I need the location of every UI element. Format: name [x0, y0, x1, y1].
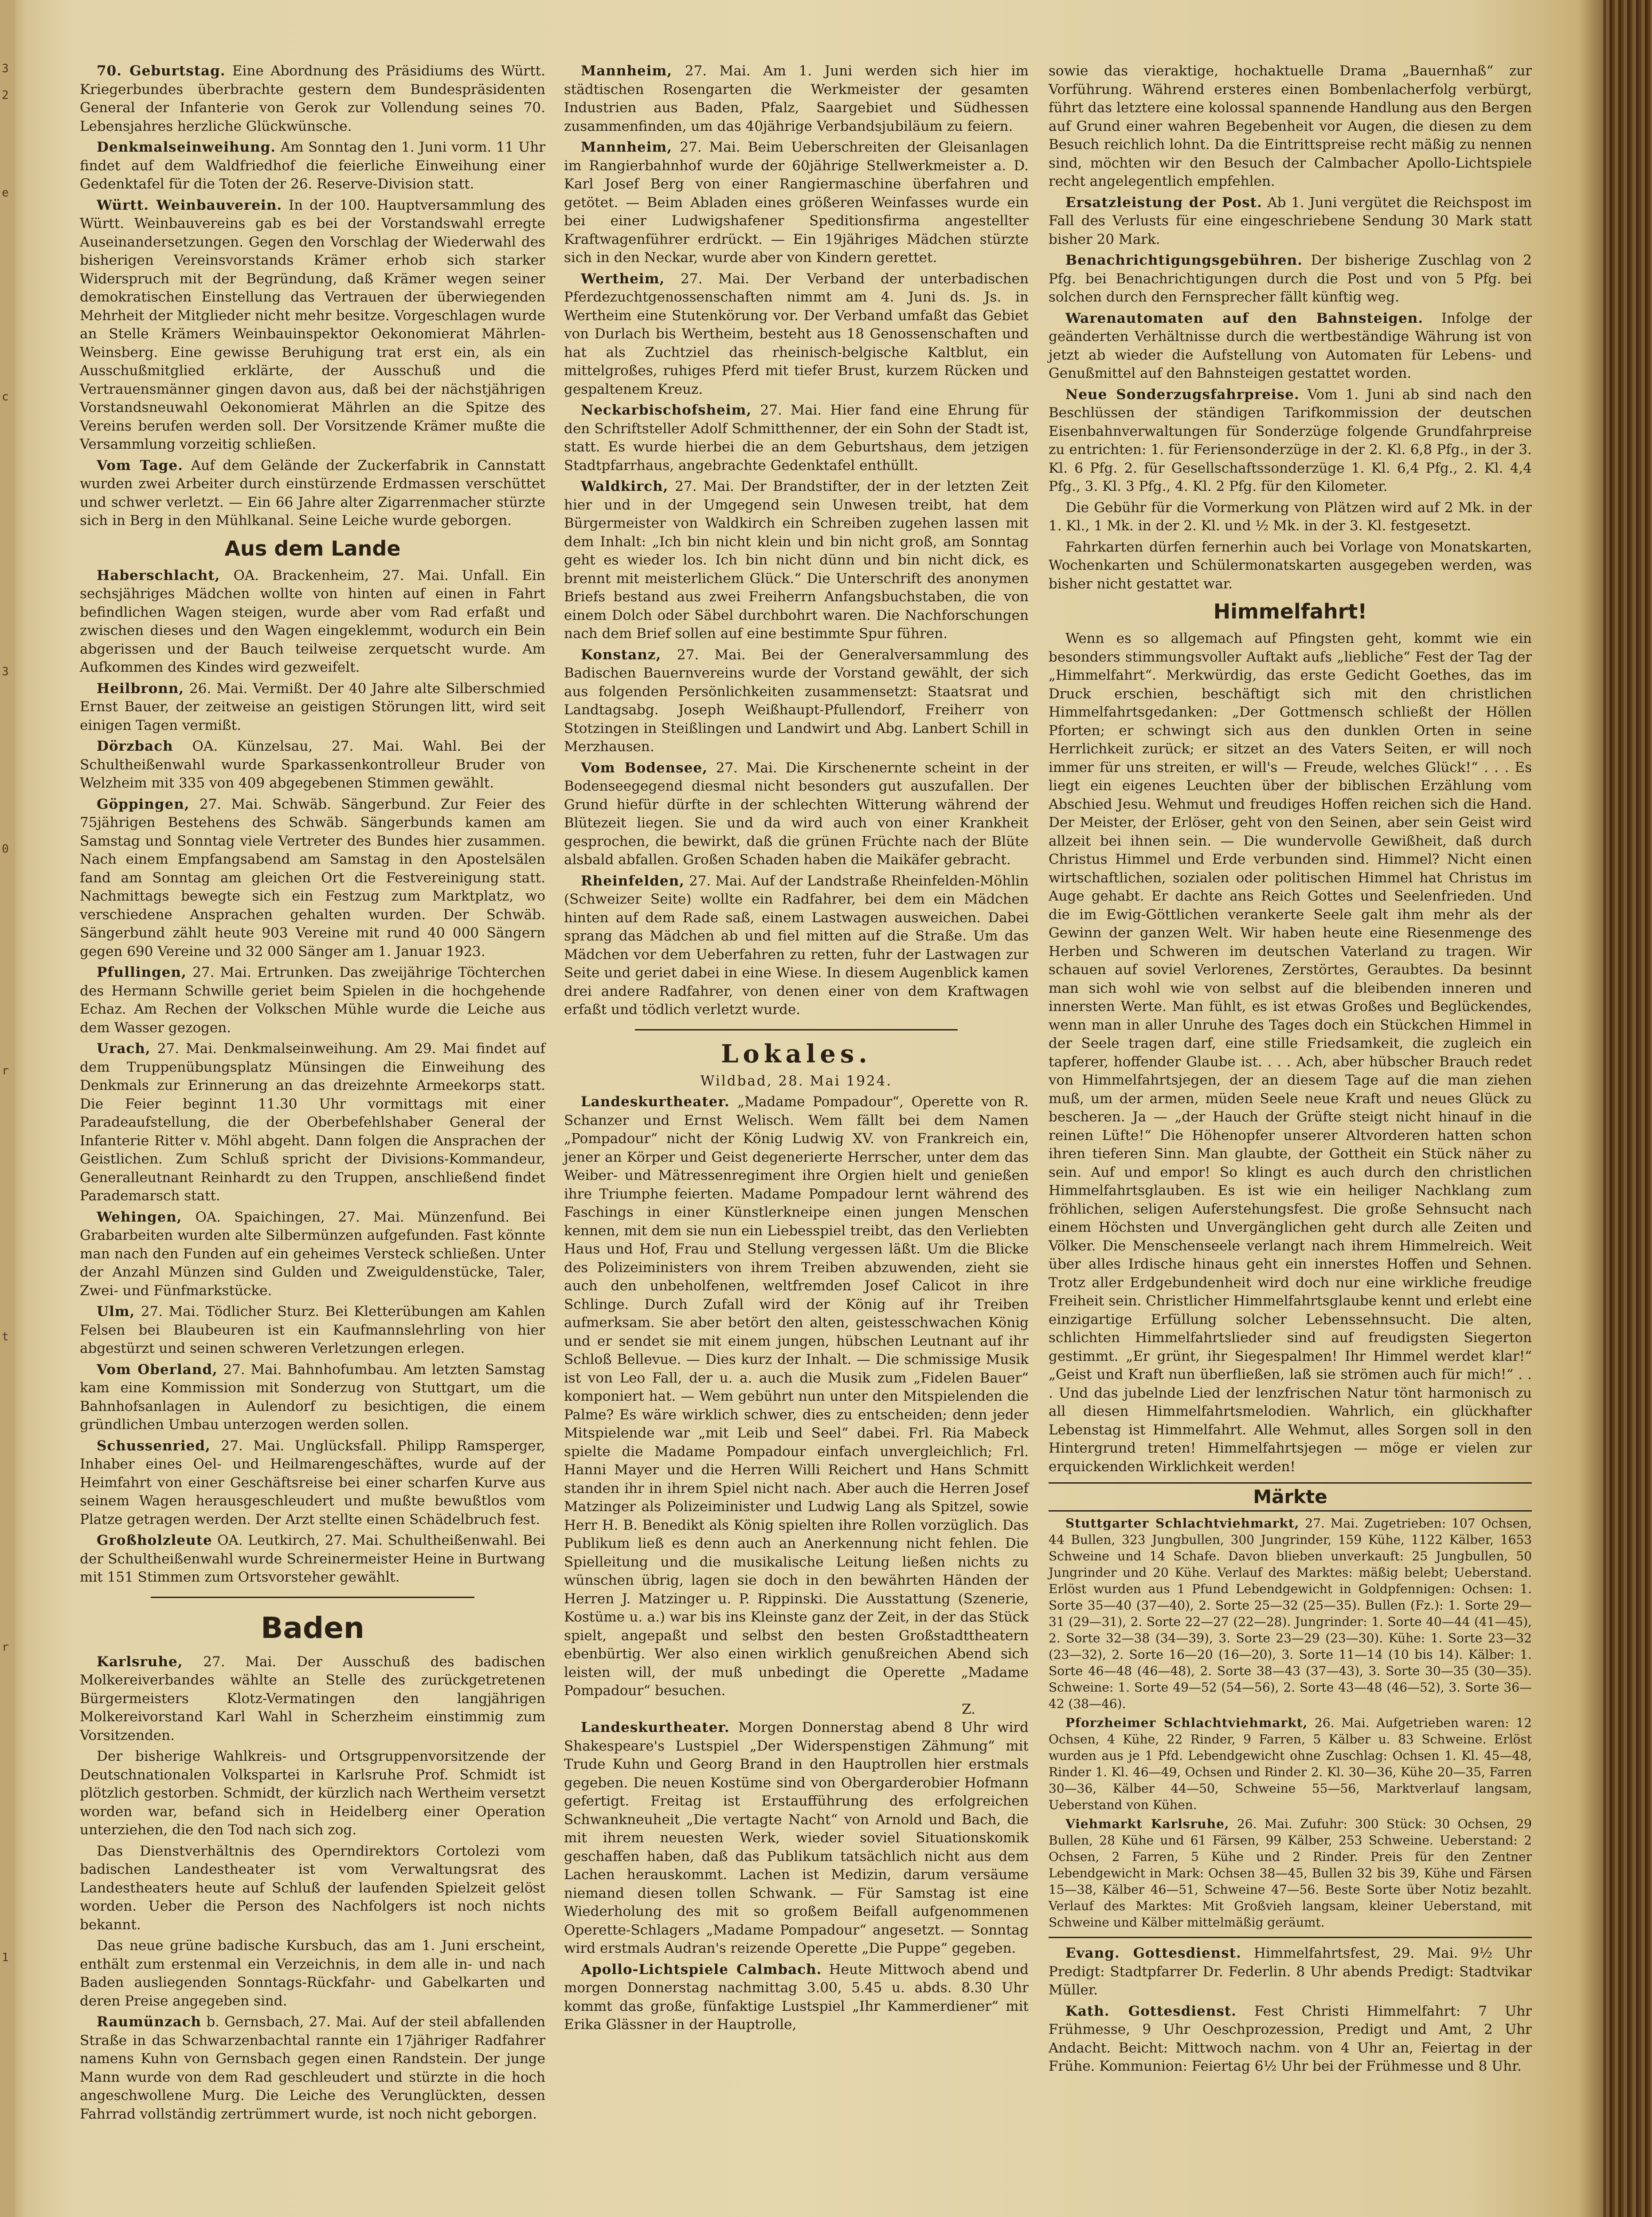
article	[80, 138, 545, 194]
article-text: OA. Brackenheim, 27. Mai. Unfall. Ein sechsjähriges Mädchen wollte von hinten auf einen in Fahrt befindlichen Wagen steigen, wurde aber vom Rad erfaßt und zwischen dieses und den Wagen eingeklemmt, wodurch ein Bein abgerissen und der Bauch teilweise zerquetscht wurde. Am Aufkommen des Kindes wird gezweifelt.	[80, 567, 545, 675]
article-text: 27. Mai. Der Verband der unterbadischen Pferdezuchtgenossenschaften nimmt am 4. Juni ds. Js. in Wertheim eine Stutenkörung vor. Der Verband umfaßt das Gebiet von Durlach bis Wertheim, besteht aus 18 Genossenschaften und hat als Zuchtziel das rheinisch-belgische Kaltblut, ein mittelgroßes, ruhiges Pferd mit tiefer Brust, kurzem Rücken und gespaltenem Kreuz.	[564, 270, 1029, 397]
article	[1049, 1715, 1532, 1813]
article-text: Infolge der geänderten Verhältnisse durch die wertbeständige Währung ist von jetzt ab wieder die Aufstellung von Automaten für Lebens- und Genußmittel auf den Bahnsteigen gestattet worden.	[1049, 310, 1532, 381]
article-text: Das neue grüne badische Kursbuch, das am 1. Juni erscheint, enthält zum erstenmal ein Verzeichnis, in dem alle in- und nach Baden ausliegenden Sonntags-Rückfahr- und Gabelkarten und deren Preise angegeben sind.	[80, 1938, 545, 2009]
article	[564, 759, 1029, 870]
article	[1049, 499, 1532, 536]
article-text: Die Gebühr für die Vormerkung von Plätzen wird auf 2 Mk. in der 1. Kl., 1 Mk. in der 2. Kl. und ½ Mk. in der 3. Kl. festgesetzt.	[1049, 499, 1532, 534]
article-title: Dörzbach	[97, 738, 173, 754]
article-text: 27. Mai. Beim Ueberschreiten der Gleisanlagen im Rangierbahnhof wurde der 60jährige Stellwerkmeister a. D. Karl Josef Berg von einer Rangiermaschine überfahren und getötet. — Beim Abladen eines größeren Weinfasses wurde ein bei einer Ludwigshafener Speditionsfirma angestellter Kraftwagenführer erdrückt. — Ein 19jähriges Mädchen stürzte sich in den Neckar, wurde aber von Kindern gerettet.	[564, 139, 1029, 266]
section-heading-lokales: Lokales.	[721, 1039, 872, 1069]
article	[564, 872, 1029, 1019]
margin-mark: 3	[2, 665, 9, 678]
article-text: 26. Mai. Vermißt. Der 40 Jahre alte Silberschmied Ernst Bauer, der zeitweise an geistigen Störungen litt, wird seit einigen Tagen vermißt.	[80, 680, 545, 733]
margin-mark: r	[2, 1641, 9, 1654]
article-text: Morgen Donnerstag abend 8 Uhr wird Shakespeare's Lustspiel „Der Widerspenstigen Zähmung“ mit Trude Kuhn und Georg Brand in den Hauptrollen hier erstmals gegeben. Die neuen Kostüme sind von Obergarderobier Hofmann gefertigt. Freitag ist Erstaufführung des erfolgreichen Schwankneuheit „Die vertagte Nacht“ von Arnold und Bach, die mit ihrem neuesten Werk, wieder soviel Situationskomik geschaffen haben, daß das Publikum tatsächlich nicht aus dem Lachen herauskommt. Lachen ist Medizin, darum versäume niemand diesen tollen Schwank. — Für Samstag ist eine Wiederholung des mit so großem Beifall aufgenommenen Operette-Schlagers „Madame Pompadour“ angesetzt. — Sonntag wird erstmals Audran's reizende Operette „Die Puppe“ gegeben.	[564, 1720, 1029, 1956]
article-text: Auf dem Gelände der Zuckerfabrik in Cannstatt wurden zwei Arbeiter durch einstürzende Erdmassen verschüttet und schwer verletzt. — Ein 66 Jahre alter Zigarrenmacher stürzte sich in Berg in den Mühlkanal. Seine Leiche wurde geborgen.	[80, 457, 545, 529]
article-text: 26. Mai. Zufuhr: 300 Stück: 30 Ochsen, 29 Bullen, 28 Kühe und 61 Färsen, 99 Kälber, 253 Schweine. Ueberstand: 2 Ochsen, 2 Farren, 5 Kühe und 2 Rinder. Preis für den Zentner Lebendgewicht in Mark: Ochsen 38—45, Bullen 32 bis 39, Kühe und Färsen 15—38, Kälber 46—51, Schweine 47—56. Beste Sorte über Notiz bezahlt. Verlauf des Marktes: Mit Großvieh langsam, kleiner Ueberstand, mit Schweine und Kälber mittelmäßig geräumt.	[1049, 1817, 1532, 1930]
divider	[151, 1597, 474, 1598]
article	[80, 1653, 545, 1745]
article-title: Haberschlacht,	[97, 567, 220, 584]
author-signoff: Z.	[962, 1701, 975, 1717]
article-text: 27. Mai. Tödlicher Sturz. Bei Kletterübungen am Kahlen Felsen bei Blaubeuren ist ein Kaufmannslehrling von hier abgestürzt und seinen schweren Verletzungen erlegen.	[80, 1304, 546, 1356]
column-2	[564, 62, 1029, 2037]
article-title: Kath. Gottesdienst.	[1065, 2003, 1237, 2019]
article-text: 27. Mai. Die Kirschenernte scheint in der Bodenseegegend diesmal nicht besonders gut auszufallen. Der Grund hiefür dürfte in der schlechten Witterung während der Blütezeit liegen. Sie und da wird auch von einer Krankheit gesprochen, die bewirkt, daß die grünen Früchte nach der Blüte alsbald abfallen. Großen Schaden haben die Maikäfer gebracht.	[564, 760, 1029, 868]
article-title: Waldkirch,	[581, 478, 669, 494]
article	[80, 1361, 545, 1434]
article	[80, 1842, 545, 1935]
section-heading-markte: Märkte	[1049, 1482, 1532, 1512]
article-text: 27. Mai. Bahnhofumbau. Am letzten Samstag kam eine Kommission mit Sonderzug von Stuttgart, um die Bahnhofsanlagen in Aulendorf zu besichtigen, die einem gründlichen Umbau unterzogen werden sollen.	[80, 1361, 545, 1433]
article-title: Wehingen,	[97, 1209, 182, 1225]
article	[80, 457, 545, 530]
article-title: Evang. Gottesdienst.	[1065, 1945, 1241, 1961]
article-text: 27. Mai. Zugetrieben: 107 Ochsen, 44 Bullen, 323 Jungbullen, 300 Jungrinder, 159 Kühe, 1122 Kälber, 1653 Schweine und 14 Schafe. Davon blieben unverkauft: 25 Jungbullen, 50 Jungrinder und 20 Kühe. Verlauf des Marktes: mäßig belebt; Ueberstand. Erlöst wurden aus 1 Pfund Lebendgewicht in Goldpfennigen: Ochsen: 1. Sorte 35—40 (37—40), 2. Sorte 25—32 (25—35). Bullen (Fz.): 1. Sorte 29—31 (29—31), 2. Sorte 22—27 (22—28). Jungrinder: 1. Sorte 40—44 (41—45), 2. Sorte 32—38 (34—39), 3. Sorte 23—29 (23—30). Kühe: 1. Sorte 23—32 (23—32), 2. Sorte 16—20 (16—20), 3. Sorte 11—14 (10 bis 14). Kälber: 1. Sorte 46—48 (46—48), 2. Sorte 38—43 (37—43), 3. Sorte 30—35 (30—35). Schweine: 1. Sorte 49—52 (54—56), 2. Sorte 43—48 (46—52), 3. Sorte 36—42 (38—46).	[1049, 1516, 1532, 1711]
article-text: Eine Abordnung des Präsidiums des Württ. Kriegerbundes überbrachte gestern dem Bundespräsidenten General der Infanterie von Gerok zur Vollendung seines 70. Lebensjahres herzliche Glückwünsche.	[80, 63, 545, 134]
margin-mark: 3	[2, 62, 9, 75]
article	[564, 270, 1029, 399]
article-text: Wenn es so allgemach auf Pfingsten geht, kommt wie ein besonders stimmungsvoller Auftakt aufs „liebliche“ Fest der Tag der „Himmelfahrt“. Merkwürdig, das erste Gedicht Goethes, das im Druck erschien, beschäftigt sich mit den christlichen Himmelfahrtsgedanken: „Der Gottmensch schließt der Höllen Pforten; er schwingt sich aus den dunklen Orten in seine Herrlichkeit zurück; er sitzet an des Vaters Seiten, er will noch immer für uns streiten, er will's — Freude, welches Glück!“ . . . Es liegt ein eigenes Leuchten über der biblischen Erzählung vom Abschied Jesu. Wehmut und freudiges Hoffen reichen sich die Hand. Der Meister, der Erlöser, geht von den Seinen, aber sein Geist wird allzeit bei ihnen sein. — Die wundervolle Gewißheit, daß durch Christus Himmel und Erde verbunden sind. Himmel? Nicht einen wirtschaftlichen, sozialen oder politischen Himmel hat Christus im Auge gehabt. Er dachte ans Reich Gottes und Seelenfrieden. Und die im Ewig-Göttlichen verankerte Seele galt ihm mehr als der Gewinn der ganzen Welt. Wir haben heute eine Riesenmenge des Herben und Schweren im deutschen Vaterland zu tragen. Wir schauen auf soviel Verlorenes, Zerstörtes, Geraubtes. Da besinnt man sich wohl wie von selbst auf die bleibenden inneren und innersten Werte. Man fühlt, es ist etwas Großes und Beglückendes, wenn man in aller Unruhe des Tages doch ein Stückchen Himmel in der Seele tragen darf, eine stille Friedsamkeit, die zugleich ein tapferer, hoffender Glaube ist. . . . Ach, aber hübscher Brauch redet von Himmelfahrtsjegen, der an diesem Tage auf die man ziehen muß, um der armen, müden Seele neue Kraft und neues Glück zu bescheren. Ja — „der Hauch der Grüfte steigt nicht hinauf in die reinen Lüfte!“ Die Höhenopfer unserer Altvorderen hatten schon ihren tieferen Sinn. Man glaubte, der Gottheit ein Stück näher zu sein. Auf und empor! So klingt es auch durch den christlichen Himmelfahrtsglauben. Es ist wie ein heiliger Nachklang zum fröhlichen, seligen Auferstehungsfest. Die große Sehnsucht nach einem Höchsten und Unvergänglichen geht durch alle Zeiten und Völker. Die Menschenseele verlangt nach ihrem Himmelreich. Weit über alles Irdische hinaus geht ein innerstes Hoffen und Sehnen. Trotz aller Erdgebundenheit wird doch nur eine wirkliche freudige Freiheit sein. Christlicher Himmelfahrtsglaube kennt und erlebt eine einzigartige Erfüllung solcher Lebenssehnsucht. Die alten, schlichten Himmelfahrtslieder sind auf freudigsten Siegerton gestimmt. „Er grünt, ihr Siegespalmen! Ihr Himmel werdet klar!“ „Geist und Kraft nun überfließen, laß sie strömen auch für mich!“ . . . Und das jubelnde Lied der lenzfrischen Natur tönt harmonisch zu all diesen Himmelfahrtsmelodien. Wahrlich, ein glückhafter Lebenstag ist Himmelfahrt. Alle Wehmut, alles Sorgen soll in den Hintergrund treten! Himmelfahrtsjegen — möge er vielen zur erquickenden Wirklichkeit werden!	[1049, 631, 1532, 1475]
article	[1049, 251, 1532, 307]
article-text: „Madame Pompadour“, Operette von R. Schanzer und Ernst Welisch. Wem fällt bei dem Namen „Pompadour“ nicht der König Ludwig XV. von Frankreich ein, jener an Körper und Geist degenerierte Herrscher, unter dem das Weiber- und Mätressenregiment ihre Orgien hielt und genießen ihre Triumphe feierten. Madame Pompadour lernt während des Faschings in einer Künstlerkneipe einen jungen Menschen kennen, mit dem sie nun ein Liebesspiel treibt, das den Verliebten Haus und Hof, Frau und Stellung vergessen läßt. Um die Blicke des Polizeiministers von ihrem Treiben abzuwenden, zieht sie auch den unbeholfenen, weltfremden Josef Calicot in ihre Schlinge. Durch Zufall wird der König auf ihr Treiben aufmerksam. Sie aber betört den alten, geistesschwachen König und er sendet sie mit einem jungen, hübschen Leutnant auf ihr Schloß Bellevue. — Dies kurz der Inhalt. — Die schmissige Musik ist von Leo Fall, der u. a. auch die Musik zum „Fidelen Bauer“ komponiert hat. — Wem gebührt nun unter den Mitspielenden die Palme? Es wäre wirklich schwer, dies zu entscheiden; denn jeder Mitspielende war „mit Leib und Seel“ dabei. Frl. Ria Mabeck spielte die Madame Pompadour einfach unvergleichlich; Frl. Hanni Mayer und die Herren Willi Reichert und Hans Schmitt standen ihr in ihrem Spiel nicht nach. Aber auch die Herren Josef Matzinger als Polizeiminister und Ludwig Lang als Spitzel, sowie Herr H. B. Benedikt als König spielten ihre Rollen vorzüglich. Das Publikum ließ es denn auch an Anerkennung nicht fehlen. Die Spielleitung und die musikalische Leitung ließen nichts zu wünschen übrig, lagen sie doch in den bewährten Händen der Herren J. Matzinger u. P. Rippinski. Die Ausstattung (Szenerie, Kostüme u. a.) war bis ins Kleinste ganz der Zeit, in der das Stück spielt, angepaßt und selbst den besten Großstadttheatern ebenbürtig. Wer also einen wirklich genußreichen Abend sich leisten will, der muß unbedingt die Operette „Madame Pompadour“ besuchen.	[564, 1094, 1029, 1699]
article-title: Stuttgarter Schlachtviehmarkt,	[1065, 1516, 1300, 1531]
article	[1049, 1816, 1532, 1931]
article	[1049, 1515, 1532, 1712]
article-title: Großholzleute	[97, 1532, 212, 1548]
article	[80, 964, 545, 1037]
article-text: 27. Mai. Ertrunken. Das zweijährige Töchterchen des Hermann Schwille geriet beim Spielen in die hochgehende Echaz. Am Rechen der Volkschen Mühle wurde die Leiche aus dem Wasser gezogen.	[80, 964, 545, 1036]
article	[564, 1961, 1029, 2034]
article-title: Mannheim,	[581, 139, 673, 155]
article	[80, 1437, 545, 1529]
article-title: Schussenried,	[97, 1438, 211, 1454]
section-heading-aus-dem-lande: Aus dem Lande	[224, 536, 401, 560]
article-text: In der 100. Hauptversammlung des Württ. Weinbauvereins gab es bei der Vorstandswahl erregte Auseinandersetzungen. Gegen den Vorschlag der Wiederwahl des bisherigen Vereinsvorstands Krämer erhob sich starker Widerspruch mit der Begründung, daß Krämer wegen seiner demokratischen Einstellung das Vertrauen der überwiegenden Mehrheit der Mitglieder nicht mehr besitze. Vorgeschlagen wurde an Stelle Krämers Weinbauinspektor Oekonomierat Mährlen-Weinsberg. Eine gewisse Beruhigung trat erst ein, als ein Ausschußmitglied erklärte, der Ausschuß und die Vertrauensmänner gingen davon aus, daß bei der nächstjährigen Vorstandsneuwahl Oekonomierat Mährlen an die Spitze des Vereins berufen werden soll. Der Vorsitzende Krämer mußte die Versammlung vorzeitig schließen.	[80, 197, 545, 452]
article-text: Der bisherige Zuschlag von 2 Pfg. bei Benachrichtigungen durch die Post und von 5 Pfg. bei solchen durch den Fernsprecher fällt künftig weg.	[1049, 252, 1532, 305]
article-text: 27. Mai. Bei der Generalversammlung des Badischen Bauernvereins wurde der Vorstand gewählt, der sich aus folgenden Persönlichkeiten zusammensetzt: Staatsrat und Landtagsabg. Joseph Weißhaupt-Pfullendorf, Freiherr von Stotzingen in Steißlingen und Landwirt und Abg. Lanbert Schill in Merzhausen.	[564, 646, 1029, 755]
article-text: Am Sonntag den 1. Juni vorm. 11 Uhr findet auf dem Waldfriedhof die feierliche Einweihung einer Gedenktafel für die Toten der 26. Reserve-Division statt.	[80, 139, 546, 192]
article-text: 27. Mai. Unglücksfall. Philipp Ramsperger, Inhaber eines Oel- und Heilmarengeschäftes, wurde auf der Heimfahrt von einer Geschäftsreise bei einer scharfen Kurve aus seinem Wagen herausgeschleudert und mußte bewußtlos vom Platze getragen werden. Der Arzt stellte einen Schädelbruch fest.	[80, 1438, 546, 1528]
section-heading-baden: Baden	[261, 1610, 364, 1645]
article	[80, 795, 545, 961]
article	[80, 1303, 545, 1358]
article	[80, 2013, 545, 2123]
article-text: 27. Mai. Auf der Landstraße Rheinfelden-Möhlin (Schweizer Seite) wollte ein Radfahrer, bei dem ein Mädchen hinten auf dem Rade saß, einem Lastwagen ausweichen. Dabei sprang das Mädchen ab und fiel mitten auf die Straße. Um das Mädchen vor dem Ueberfahren zu retten, fuhr der Lastwagen zur Seite und geriet dabei in eine Wiese. In diesem Augenblick kamen drei andere Radfahrer, von denen einer von dem Kraftwagen erfaßt und tödlich verletzt wurde.	[564, 873, 1029, 1018]
article-title: Apollo-Lichtspiele Calmbach.	[581, 1961, 822, 1978]
article	[564, 401, 1029, 475]
article-title: Wertheim,	[581, 270, 665, 287]
column-3	[1049, 62, 1532, 2079]
article-text: sowie das vieraktige, hochaktuelle Drama „Bauernhaß“ zur Vorführung. Während ersteres einen Bombenlacherfolg verbürgt, führt das letztere eine kolossal spannende Handlung aus den Bergen auf Grund einer wahren Begebenheit vor Augen, die diesen zu dem Besuch reichlich lohnt. Da die Eintrittspreise recht mäßig zu nennen sind, möchten wir den Besuch der Calmbacher Apollo-Lichtspiele recht angelegentlich empfehlen.	[1049, 63, 1532, 189]
article-title: Göppingen,	[97, 796, 190, 812]
article-title: Vom Bodensee,	[581, 760, 708, 776]
article	[1049, 386, 1532, 496]
article-title: 70. Geburtstag.	[97, 63, 226, 79]
margin-mark: 0	[2, 842, 9, 856]
article-title: Ersatzleistung der Post.	[1065, 194, 1262, 211]
article	[1049, 62, 1532, 191]
article	[1049, 309, 1532, 383]
column-1	[80, 62, 545, 2126]
article-title: Rheinfelden,	[581, 873, 685, 889]
article	[564, 646, 1029, 756]
article-text: b. Gernsbach, 27. Mai. Auf der steil abfallenden Straße in das Schwarzenbachtal rannte ein 17jähriger Radfahrer namens Kuhn von Gernsbach gegen einen Randstein. Der junge Mann wurde von dem Rad geschleudert und stürzte in die hoch angeschwollene Murg. Die Leiche des Verunglückten, dessen Fahrrad vollständig zertrümmert wurde, ist noch nicht geborgen.	[80, 2014, 546, 2122]
article-text: 27. Mai. Hier fand eine Ehrung für den Schriftsteller Adolf Schmitthenner, der ein Sohn der Stadt ist, statt. Es wurde hierbei die an dem Geburtshaus, dem jetzigen Stadtpfarrhaus, angebrachte Gedenktafel enthüllt.	[564, 402, 1029, 474]
article-title: Landeskurtheater.	[581, 1094, 730, 1110]
article	[80, 680, 545, 735]
article-title: Benachrichtigungsgebühren.	[1065, 252, 1303, 268]
article-text: OA. Künzelsau, 27. Mai. Wahl. Bei der Schultheißenwahl wurde Sparkassenkontrolleur Bruder von Welzheim mit 335 von 409 abgegebenen Stimmen gewählt.	[80, 738, 546, 791]
article	[1049, 1944, 1532, 2000]
article	[80, 196, 545, 454]
article	[1049, 538, 1532, 594]
left-margin-fragments	[0, 0, 15, 2217]
margin-mark: e	[2, 186, 9, 200]
article-title: Heilbronn,	[97, 680, 184, 697]
article-text: Ab 1. Juni vergütet die Reichspost im Fall des Verlusts für eine eingeschriebene Sendung 30 Mark statt bisher 20 Mark.	[1049, 194, 1532, 247]
book-binding	[1603, 0, 1652, 2217]
article	[564, 1093, 1029, 1700]
article-text: 27. Mai. Der Ausschuß des badischen Molkereiverbandes wählte an Stelle des zurückgetretenen Bürgermeisters Klotz-Vermatingen den langjährigen Molkereivorstand Karl Wahl in Scherzheim einstimmig zum Vorsitzenden.	[80, 1653, 546, 1743]
article-text: 27. Mai. Der Brandstifter, der in der letzten Zeit hier und in der Umgegend sein Unwesen treibt, hat dem Bürgermeister von Waldkirch ein Schreiben zugehen lassen mit dem Inhalt: „Ich bin nicht klein und bin nicht groß, am Sonntag geht es wieder los. Ich bin nicht dünn und bin nicht dick, es brennt mit meisterlichem Glück.“ Die Unterschrift des anonymen Briefs bestand aus zwei Freiherrn Anfangsbuchstaben, die von einem Dolch oder Säbel durchbohrt waren. Die Nachforschungen nach dem Brief sollen auf eine bestimmte Spur führen.	[564, 478, 1029, 642]
article	[80, 567, 545, 677]
article-text: Der bisherige Wahlkreis- und Ortsgruppenvorsitzende der Deutschnationalen Volkspartei in Karlsruhe Prof. Schmidt ist plötzlich gestorben. Schmidt, der kürzlich nach Wertheim versetzt worden war, befand sich in Heidelberg einer Operation unterziehen, die den Tod nach sich zog.	[80, 1748, 545, 1838]
article-text: Das Dienstverhältnis des Operndirektors Cortolezi vom badischen Landestheater ist vom Verwaltungsrat des Landestheaters heute auf Schluß der laufenden Spielzeit gelöst worden. Ueber die Person des Nachfolgers ist noch nichts bekannt.	[80, 1843, 545, 1933]
article-text: Heute Mittwoch abend und morgen Donnerstag nachmittag 3.00, 5.45 u. abds. 8.30 Uhr kommt das große, fünfaktige Lustspiel „Ihr Kammerdiener“ mit Erika Glässner in der Hauptrolle,	[564, 1961, 1029, 2033]
margin-mark: 2	[2, 89, 9, 102]
article	[80, 62, 545, 136]
article	[80, 1937, 545, 2010]
article	[1049, 2002, 1532, 2076]
dateline: Wildbad, 28. Mai 1924.	[700, 1073, 893, 1089]
margin-mark: r	[2, 1064, 9, 1077]
article-text: Vom 1. Juni ab sind nach den Beschlüssen der ständigen Tarifkommission der deutschen Eisenbahnverwaltungen für Sonderzüge folgende Grundfahrpreise zu entrichten: 1. für Feriensonderzüge in der 2. Kl. 6,8 Pfg., in der 3. Kl. 6 Pfg. 2. für Gesellschaftssonderzüge 1. Kl. 6,4 Pfg., 2. Kl. 4,4 Pfg., 3. Kl. 3 Pfg., 4. Kl. 2 Pfg. für den Kilometer.	[1049, 386, 1532, 494]
section-heading-himmelfahrt: Himmelfahrt!	[1213, 599, 1367, 623]
article-title: Neue Sonderzugsfahrpreise.	[1065, 386, 1300, 403]
article	[80, 1208, 545, 1300]
article	[564, 1719, 1029, 1958]
divider	[635, 1029, 958, 1030]
divider	[1049, 1937, 1532, 1938]
margin-mark: 1	[2, 1951, 9, 1964]
article-title: Viehmarkt Karlsruhe,	[1065, 1817, 1229, 1831]
article-title: Landeskurtheater.	[581, 1720, 730, 1735]
article	[564, 138, 1029, 267]
article-text: 27. Mai. Schwäb. Sängerbund. Zur Feier des 75jährigen Bestehens des Schwäb. Sängerbunds kamen am Samstag und Sonntag viele Vertreter des Bundes hier zusammen. Nach einem Empfangsabend am Samstag in den Apostelsälen fand am Sonntag am gleichen Ort die Festvereinigung statt. Nachmittags bewegte sich ein Festzug zum Marktplatz, wo verschiedene Ansprachen gehalten wurden. Der Schwäb. Sängerbund zählt heute 903 Vereine mit rund 40 000 Sängern gegen 690 Vereine und 32 000 Sänger am 1. Januar 1923.	[80, 796, 545, 960]
article-title: Vom Tage.	[97, 457, 183, 474]
article-title: Mannheim,	[581, 63, 673, 79]
article-title: Ulm,	[97, 1304, 135, 1320]
article-title: Konstanz,	[581, 646, 662, 663]
margin-mark: c	[2, 390, 9, 403]
article-title: Raumünzach	[97, 2014, 202, 2030]
article-title: Pfullingen,	[97, 964, 187, 980]
article-text: OA. Leutkirch, 27. Mai. Schultheißenwahl. Bei der Schultheißenwahl wurde Schreinermeister Heine in Burtwang mit 151 Stimmen zum Ortsvorsteher gewählt.	[80, 1532, 545, 1585]
margin-mark: t	[2, 1330, 9, 1344]
article-title: Neckarbischofsheim,	[581, 402, 752, 418]
article-text: Himmelfahrtsfest, 29. Mai. 9½ Uhr Predigt: Stadtpfarrer Dr. Federlin. 8 Uhr abends Predigt: Stadtvikar Müller.	[1049, 1945, 1532, 1998]
article-title: Karlsruhe,	[97, 1653, 183, 1670]
article-title: Vom Oberland,	[97, 1361, 218, 1378]
article	[80, 1040, 545, 1206]
article-text: Fest Christi Himmelfahrt: 7 Uhr Frühmesse, 9 Uhr Oeschprozession, Predigt und Amt, 2 Uhr Andacht. Beicht: Mittwoch nachm. von 4 Uhr an, Feiertag in der Frühe. Kommunion: Feiertag 6½ Uhr bei der Frühmesse und 8 Uhr.	[1049, 2003, 1532, 2074]
article-text: 26. Mai. Aufgetrieben waren: 12 Ochsen, 4 Kühe, 22 Rinder, 9 Farren, 5 Kälber u. 83 Schweine. Erlöst wurden aus je 1 Pfd. Lebendgewicht ohne Zuschlag: Ochsen 1. Kl. 45—48, Rinder 1. Kl. 46—49, Ochsen und Rinder 2. Kl. 30—36, Kühe 20—35, Farren 30—36, Kälber 44—50, Schweine 55—56, Marktverlauf langsam, Ueberstand von Kühen.	[1049, 1716, 1532, 1812]
article	[80, 1532, 545, 1587]
article-title: Denkmalseinweihung.	[97, 139, 276, 155]
article-title: Urach,	[97, 1041, 151, 1057]
article	[1049, 194, 1532, 249]
article-text: OA. Spaichingen, 27. Mai. Münzenfund. Bei Grabarbeiten wurden alte Silbermünzen aufgefunden. Fast könnte man nach den Funden auf ein geheimes Versteck schließen. Unter der Anzahl Münzen sind Gulden und Zweiguldenstücke, Taler, Zwei- und Fünfmarkstücke.	[80, 1209, 545, 1299]
article	[80, 737, 545, 793]
article-title: Warenautomaten auf den Bahnsteigen.	[1065, 310, 1424, 326]
article	[80, 1747, 545, 1840]
article-text: 27. Mai. Denkmalseinweihung. Am 29. Mai findet auf dem Truppenübungsplatz Münsingen die Einweihung des Denkmals zur Erinnerung an das dreizehnte Armeekorps statt. Die Feier beginnt 11.30 Uhr vormittags mit einer Paradeaufstellung, die der Oberbefehlshaber General der Infanterie Ritter v. Möhl abgeht. Dann folgen die Ansprachen der Geistlichen. Zum Schluß spricht der Divisions-Kommandeur, Generalleutnant Reinhardt zu den Truppen, anschließend findet Parademarsch statt.	[80, 1041, 545, 1204]
article-text: Fahrkarten dürfen fernerhin auch bei Vorlage von Monatskarten, Wochenkarten und Schülermonatskarten ausgegeben werden, was bisher nicht gestattet war.	[1049, 539, 1532, 592]
article	[564, 478, 1029, 643]
article-title: Pforzheimer Schlachtviehmarkt,	[1065, 1716, 1308, 1730]
article-title: Württ. Weinbauverein.	[97, 197, 282, 213]
article-text: 27. Mai. Am 1. Juni werden sich hier im städtischen Rosengarten die Werkmeister der gesamten Industrien aus Baden, Pfalz, Saargebiet und Südhessen zusammenfinden, um das 40jährige Verbandsjubiläum zu feiern.	[564, 63, 1029, 134]
article	[564, 62, 1029, 136]
